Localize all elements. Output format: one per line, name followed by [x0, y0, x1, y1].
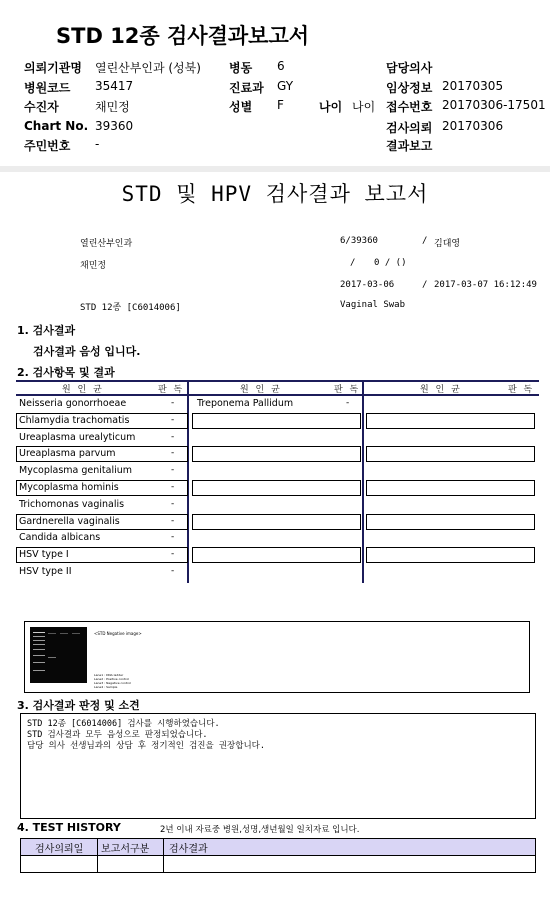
result-cell-box	[192, 480, 361, 496]
separator: /	[422, 280, 428, 290]
sex-label: 성별	[229, 100, 253, 114]
pathogen-result: -	[171, 549, 175, 560]
report-test-name: STD 12종 [C6014006]	[80, 303, 181, 313]
history-col-request-date: 검사의뢰일	[35, 844, 84, 855]
gel-legend-item: Lane1 : DNA ladder	[94, 673, 124, 677]
pathogen-name: Candida albicans	[19, 532, 101, 544]
gel-legend-item: Lane2 : Positive control	[94, 677, 130, 681]
id-label: 주민번호	[24, 139, 71, 153]
ward-label: 병동	[229, 61, 253, 75]
pathogen-name: Trichomonas vaginalis	[19, 498, 125, 510]
result-cell-box	[366, 446, 535, 462]
dept-label: 진료과	[229, 81, 264, 95]
section1-heading: 1. 검사결과	[17, 324, 76, 337]
gel-legend-item: Lane4 : Sample	[94, 685, 118, 689]
history-table	[20, 838, 536, 873]
history-col-report-type: 보고서구분	[101, 844, 150, 855]
header-divider	[0, 166, 550, 172]
pathogen-name: Mycoplasma genitalium	[19, 465, 133, 477]
sex-value: F	[277, 98, 284, 112]
institution-label: 의뢰기관명	[24, 61, 82, 75]
report-title: STD 및 HPV 검사결과 보고서	[121, 182, 429, 206]
col-result-header: 판 독	[508, 385, 535, 395]
result-cell-box	[366, 480, 535, 496]
gel-band	[72, 633, 80, 634]
result-cell-box	[192, 446, 361, 462]
dept-value: GY	[277, 79, 294, 93]
result-cell-box	[192, 413, 361, 429]
gel-band	[33, 662, 45, 663]
findings-box	[20, 713, 536, 819]
report-age-sex: 0 / ()	[374, 258, 407, 268]
gel-band	[33, 670, 45, 671]
col-pathogen-header: 원 인 균	[62, 385, 104, 395]
receipt-value: 20170306-17501	[442, 98, 546, 112]
gel-band	[48, 633, 56, 634]
pathogen-name: Neisseria gonorrhoeae	[19, 398, 127, 409]
section2-heading: 2. 검사항목 및 결과	[17, 366, 115, 379]
column-divider	[362, 380, 364, 583]
report-doctor: 김대영	[434, 239, 461, 249]
report-ward-chart: 6/39360	[340, 236, 378, 246]
col-result-header: 판 독	[334, 385, 361, 395]
age-label: 나이	[319, 100, 343, 114]
pathogen-result: -	[171, 431, 175, 442]
pathogen-result: -	[171, 532, 175, 543]
report-header	[0, 0, 550, 167]
history-col-result: 검사결과	[169, 844, 208, 855]
patient-label: 수진자	[24, 100, 59, 114]
request-value: 20170306	[442, 119, 504, 133]
hospital-code-value: 35417	[95, 79, 134, 93]
gel-electrophoresis-image	[30, 627, 87, 683]
chart-label: Chart No.	[24, 119, 89, 133]
pathogen-name: Gardnerella vaginalis	[19, 515, 120, 527]
separator: /	[422, 236, 428, 246]
results-table	[16, 380, 539, 582]
hospital-code-label: 병원코드	[24, 81, 71, 95]
institution-value: 열린산부인과 (성북)	[95, 61, 201, 75]
separator: /	[350, 258, 356, 268]
pathogen-result: -	[346, 398, 350, 408]
pathogen-name: Treponema Pallidum	[197, 398, 294, 409]
gel-caption: <STD Negative image>	[94, 631, 142, 636]
report-specimen: Vaginal Swab	[340, 300, 406, 310]
col-pathogen-header: 원 인 균	[420, 385, 462, 395]
receipt-label: 접수번호	[386, 100, 433, 114]
pathogen-result: -	[171, 398, 175, 408]
report-clinic: 열린산부인과	[80, 239, 133, 249]
gel-image-panel	[24, 621, 530, 693]
column-divider	[97, 839, 98, 872]
section3-heading: 3. 검사결과 판정 및 소견	[17, 699, 140, 712]
pathogen-name: Chlamydia trachomatis	[19, 414, 130, 426]
pathogen-result: -	[171, 482, 175, 492]
gel-band	[33, 636, 45, 637]
result-cell-box	[366, 413, 535, 429]
column-divider	[163, 839, 164, 872]
report-date-received: 2017-03-06	[340, 280, 395, 290]
finding-line: 담당 의사 선생님과의 상담 후 정기적인 검진을 권장합니다.	[27, 741, 266, 751]
doctor-label: 담당의사	[386, 61, 433, 75]
pathogen-result: -	[171, 414, 175, 425]
pathogen-name: Ureaplasma urealyticum	[19, 431, 136, 443]
gel-band	[33, 655, 45, 656]
pathogen-name: Ureaplasma parvum	[19, 448, 116, 460]
pathogen-name: HSV type II	[19, 566, 72, 577]
gel-legend-item: Lane3 : Negative control	[94, 681, 131, 685]
id-value: -	[95, 137, 100, 151]
chart-value: 39360	[95, 119, 134, 133]
section1-summary: 검사결과 음성 입니다.	[33, 345, 141, 358]
col-result-header: 판 독	[158, 385, 185, 395]
section4-heading: 4. TEST HISTORY	[17, 821, 121, 834]
clinical-label: 임상정보	[386, 81, 433, 95]
col-pathogen-header: 원 인 균	[240, 385, 282, 395]
patient-value: 채민정	[95, 100, 130, 114]
report-label: 결과보고	[386, 139, 433, 153]
pathogen-result: -	[171, 566, 175, 576]
gel-band	[33, 649, 45, 650]
ward-value: 6	[277, 59, 285, 73]
history-note: 2년 이내 자료중 병원,성명,생년월일 일치자료 입니다.	[160, 825, 360, 835]
pathogen-result: -	[171, 448, 175, 459]
report-date-reported: 2017-03-07 16:12:49	[434, 280, 537, 290]
gel-band	[33, 644, 45, 645]
age-value: 나이	[352, 100, 376, 114]
report-patient: 채민정	[80, 261, 107, 271]
pathogen-result: -	[171, 465, 175, 476]
result-cell-box	[192, 547, 361, 563]
finding-line: STD 12종 [C6014006] 검사를 시행하였습니다.	[27, 719, 220, 729]
pathogen-result: -	[171, 515, 175, 526]
result-cell-box	[366, 547, 535, 563]
history-header-row	[21, 839, 535, 856]
gel-legend	[94, 673, 131, 689]
request-label: 검사의뢰	[386, 121, 433, 135]
result-cell-box	[366, 514, 535, 530]
gel-band	[60, 633, 68, 634]
finding-line: STD 검사결과 모두 음성으로 판정되었습니다.	[27, 730, 208, 740]
gel-band	[33, 640, 45, 641]
pathogen-name: Mycoplasma hominis	[19, 482, 119, 493]
pathogen-name: HSV type I	[19, 549, 69, 561]
gel-band	[48, 657, 56, 658]
header-title: STD 12종 검사결과보고서	[56, 24, 310, 48]
gel-band	[33, 632, 45, 633]
result-cell-box	[192, 514, 361, 530]
clinical-value: 20170305	[442, 79, 504, 93]
pathogen-result: -	[171, 498, 175, 509]
